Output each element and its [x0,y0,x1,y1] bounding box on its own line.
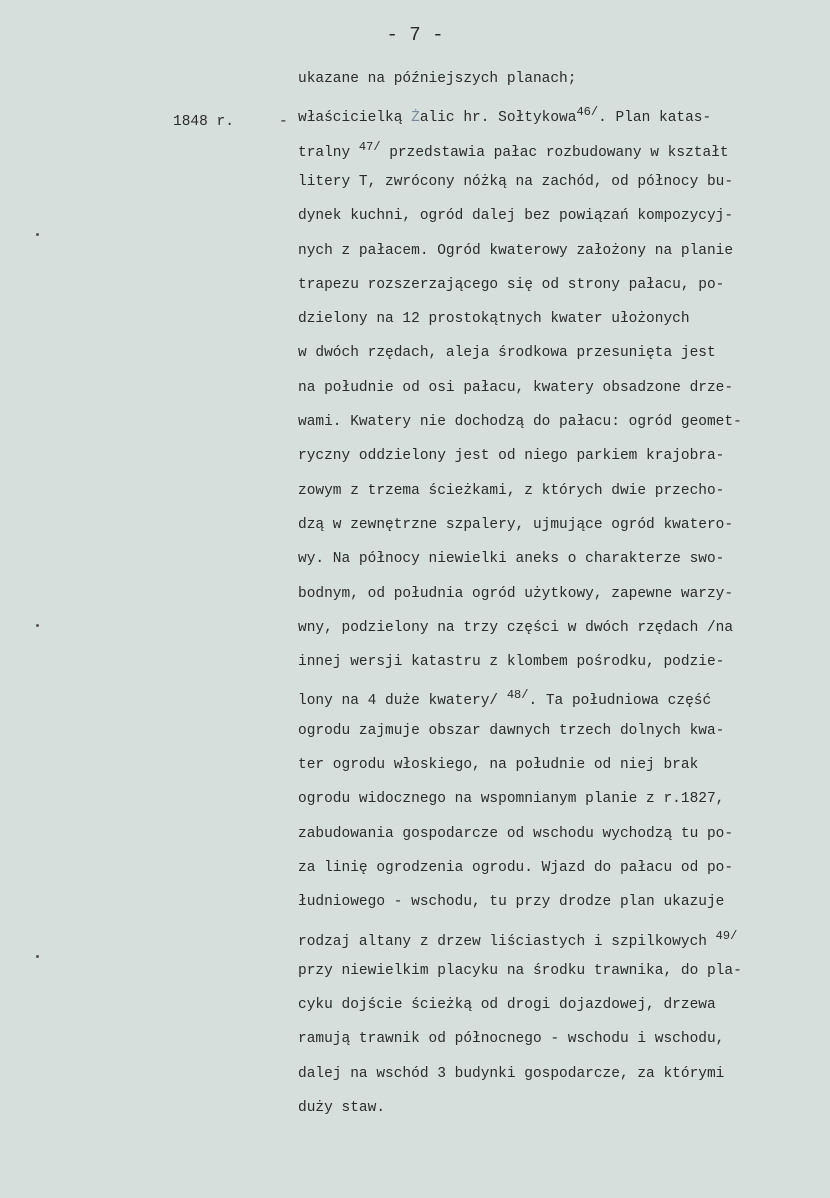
text-line [298,964,742,979]
text-line [298,552,724,567]
entry-dash: - [279,114,288,130]
text-line [298,689,711,709]
text-line [298,381,733,396]
line-text: rodzaj altany z drzew liściastych i szpilkowych [298,933,716,950]
text-line [298,655,724,670]
text-line [298,72,576,87]
page-number: - 7 - [386,24,444,46]
text-line [298,1067,724,1082]
line-text: dalej na wschód 3 budynki gospodarcze, za którymi [298,1065,725,1082]
line-text-after: . Ta południowa część [528,693,712,710]
text-line [298,758,698,773]
line-text: dzą w zewnętrzne szpalery, ujmujące ogród kwatero- [298,516,734,533]
line-text: lony na 4 duże kwatery/ [298,693,507,710]
line-text: właścicielką [298,110,412,127]
line-text: za linię ogrodzenia ogrodu. Wjazd do pałacu od po- [298,859,734,876]
footnote-ref: 46/ [576,105,599,120]
line-text: na południe od osi pałacu, kwatery obsadzone drze- [298,379,734,396]
text-line [298,175,733,190]
line-text: wny, podzielony na trzy części w dwóch rzędach /na [298,619,734,636]
text-line [298,895,724,910]
text-line [298,312,690,327]
text-line [298,621,733,636]
line-text: w dwóch rzędach, aleja środkowa przesunięta jest [298,345,716,362]
line-text: przy niewielkim placyku na środku trawnika, do pla- [298,962,742,979]
text-line [298,861,733,876]
text-line [298,484,724,499]
line-text-tail: alic hr. Sołtykowa [419,110,577,127]
text-line [298,1032,724,1047]
line-text-after: przedstawia pałac rozbudowany w kształt [380,144,729,161]
text-line [298,724,724,739]
line-text: tralny [298,144,359,161]
line-text: ukazane na późniejszych planach; [298,71,577,87]
line-text: duży staw. [298,1100,386,1116]
line-text: wy. Na północy niewielki aneks o charakterze swo- [298,551,725,568]
line-text: zabudowania gospodarcze od wschodu wychodzą tu po- [298,825,734,842]
correction-mark: Ż [411,110,420,127]
margin-dot [36,955,39,958]
text-line [298,278,724,293]
line-text: ogrodu zajmuje obszar dawnych trzech dolnych kwa- [298,722,725,739]
footnote-ref: 47/ [358,139,381,154]
year-label: 1848 r. [173,114,234,130]
text-line [298,449,724,464]
text-line [298,587,733,602]
line-text: ogrodu widocznego na wspomnianym planie z r.1827, [298,791,725,808]
line-text: wami. Kwatery nie dochodzą do pałacu: ogród geomet- [298,414,742,430]
line-text: zowym z trzema ścieżkami, z których dwie przecho- [298,482,725,499]
footnote-ref: 49/ [715,928,738,943]
line-text: innej wersji katastru z klombem pośrodku, podzie- [298,654,725,671]
line-text: nych z pałacem. Ogród kwaterowy założony na planie [298,242,734,259]
footnote-ref: 48/ [506,688,529,703]
line-text: dynek kuchni, ogród dalej bez powiązań kompozycyj- [298,208,734,225]
line-text: bodnym, od południa ogród użytkowy, zapewne warzy- [298,585,734,602]
line-text: trapezu rozszerzającego się od strony pałacu, po- [298,276,725,293]
line-text: ramują trawnik od północnego - wschodu i wschodu, [298,1031,725,1048]
text-line [298,827,733,842]
line-text: cyku dojście ścieżką od drogi dojazdowej, drzewa [298,997,716,1014]
line-text: ryczny oddzielony jest od niego parkiem krajobra- [298,448,725,465]
text-line [298,998,716,1013]
margin-dot [36,233,39,236]
line-text: ter ogrodu włoskiego, na południe od niej brak [298,757,699,773]
text-line [298,930,737,950]
margin-dot [36,624,39,627]
text-line [298,141,729,161]
text-line [298,346,716,361]
line-text-after: . Plan katas- [598,110,712,127]
line-text: dzielony na 12 prostokątnych kwater ułożonych [298,311,690,328]
text-line [298,244,733,259]
line-text: łudniowego - wschodu, tu przy drodze plan ukazuje [298,894,725,911]
text-line [298,106,711,126]
text-line [298,209,733,224]
text-line [298,792,724,807]
text-line [298,518,733,533]
text-line [298,1101,385,1116]
line-text: litery T, zwrócony nóżką na zachód, od północy bu- [298,173,734,190]
text-line [298,415,742,430]
